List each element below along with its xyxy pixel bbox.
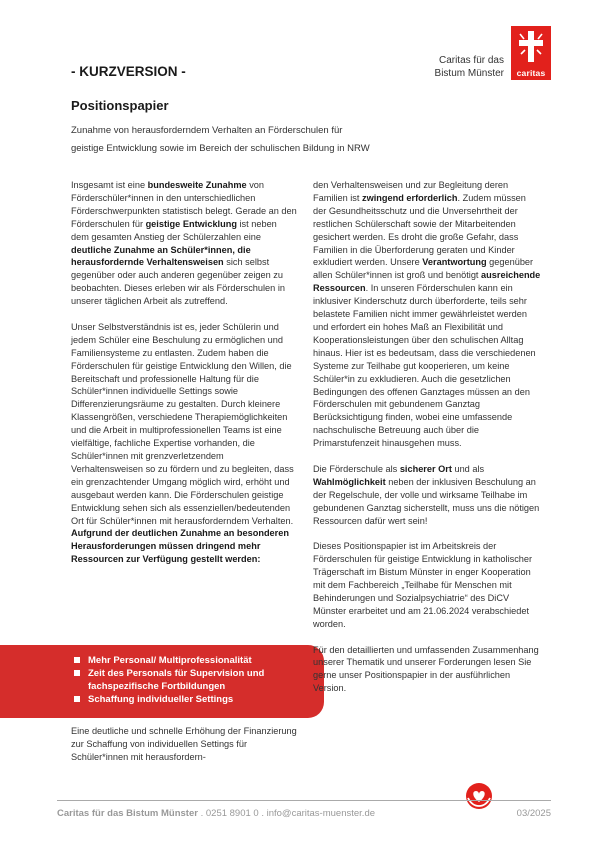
org-name-line2: Bistum Münster — [434, 68, 504, 79]
document-subtitle — [71, 122, 370, 158]
caritas-cross-icon — [517, 30, 545, 64]
footer-contact — [57, 808, 375, 819]
footer-contact-info[interactable]: . 0251 8901 0 . info@caritas-muenster.de — [197, 808, 376, 819]
logo-word: caritas — [516, 68, 546, 78]
left-column — [71, 179, 297, 579]
document-title: Positionspapier — [71, 98, 169, 113]
right-paragraph-3: Dieses Positionspapier ist im Arbeitskreis der Förderschulen für geistige Entwicklung in katholischer Trägerschaft im Bistum Münster in enger Kooperation mit dem Fachbereich „Teilhabe für Menschen mit Behinderungen und Sozialpsychiatrie“ des DiCV Münster erarbeitet und am 21.06.2024 verabschiedet worden. — [313, 541, 533, 629]
footer-org: Caritas für das Bistum Münster — [57, 808, 198, 819]
right-paragraph-1: den Verhaltensweisen und zur Begleitung deren Familien ist zwingend erforderlich. Zudem müssen der Gesundheitsschutz und die Unversehrtheit der restlichen Schülerschaft sowie der Mitarbeitenden gesichert werden. Es droht die große Gefahr, dass Familien in die Überforderung geraten und Kinder exkludiert werden. Unsere Verantwortung gegenüber allen Schüler*innen ist groß und benötigt ausreichende Ressourcen. In unseren Förderschulen kann ein inklusiver Kinderschutz durch überforderte, teils sehr belastete Familien nicht immer gewährleistet werden und erfordert ein hohes Maß an Flexibilität und Kooperationsleistungen über den schulischen Alltag hinaus. Hier ist es bedeutsam, dass die verschiedenen Systeme zur Teilhabe gut kooperieren, um keine Schüler*in zu exkludieren. Auch die gesetzlichen Bedingungen des offenen Ganztages müssen an den Förderschulen mit gebundenem Ganztag Berücksichtigung finden, wobei eine umfassende nachschulische Betreuung auch über die Primarstufenzeit hinausgehen muss. — [313, 180, 541, 449]
footer-divider — [57, 800, 551, 801]
subtitle-line2: geistige Entwicklung sowie im Bereich der schulischen Bildung in NRW — [71, 143, 370, 154]
footer-date: 03/2025 — [516, 808, 551, 819]
left-paragraph-2: Unser Selbstverständnis ist es, jeder Schülerin und jedem Schüler eine Beschulung zu ermöglichen und Familiensysteme zu entlasten. Zudem haben die Förderschulen für geistige Entwicklung den Willen, die Bereitschaft und professionelle Haltung für die Schüler*innen individuelle Settings sowie Differenzierungsräume zu gestalten. Durch kleinere Klassengrößen, verschiedene Therapiemöglichkeiten und die Arbeit in multiprofessionellen Teams ist eine vielfältige, fachliche Expertise vorhanden, die Schüler*innen mit grenzverletzendem Verhaltensweisen so zu fördern und zu begleiten, dass ein grenzachtender Umgang möglich wird, erhöht und ausgebaut werden kann. Die Förderschulen geistige Entwicklung sehen sich als essenziellen/bedeutenden Ort für Schüler*innen mit herausforderndem Verhalten. Aufgrund der deutlichen Zunahme an besonderen Herausforderungen müssen dringend mehr Ressourcen zur Verfügung gestellt werden: — [71, 321, 294, 565]
kurzversion-label: - KURZVERSION - — [71, 64, 186, 79]
left-paragraph-1: Insgesamt ist eine bundesweite Zunahme von Förderschüler*innen in den unterschiedlichen Förderschwerpunkten statistisch belegt. Gerade an den Förderschulen für geistige Entwicklung ist neben dem gesamten Anstieg der Schülerzahlen eine deutliche Zunahme an Schüler*innen, die herausfordernde Verhaltensweisen sich selbst gegenüber oder auch anderen gegenüber zeigen zu beobachten. Dieses erleben wir als Förderschulen in unserer täglichen Arbeit als zutreffend. — [71, 180, 297, 307]
square-bullet-icon — [74, 670, 80, 676]
org-name — [435, 54, 504, 80]
demand-item: Schaffung individueller Settings — [74, 693, 324, 706]
demands-list — [74, 654, 324, 706]
heart-hands-icon — [459, 782, 499, 812]
left-paragraph-3: Eine deutliche und schnelle Erhöhung der Finanzierung zur Schaffung von individuellen Settings für Schüler*innen mit herausfordern- — [71, 726, 297, 762]
left-column-continued — [71, 725, 297, 777]
caritas-logo — [511, 26, 551, 80]
org-name-line1: Caritas für das — [438, 55, 504, 66]
subtitle-line1: Zunahme von herausforderndem Verhalten an Förderschulen für — [71, 125, 343, 136]
demand-item: Zeit des Personals für Supervision und fachspezifische Fortbildungen — [74, 667, 324, 693]
right-paragraph-4: Für den detaillierten und umfassenden Zusammenhang unserer Thematik und unserer Forderungen lesen Sie gerne unser Positionspapier in der ausführlichen Version. — [313, 644, 539, 694]
demand-item: Mehr Personal/ Multiprofessionalität — [74, 654, 324, 667]
square-bullet-icon — [74, 696, 80, 702]
right-paragraph-2: Die Förderschule als sicherer Ort und als Wahlmöglichkeit neben der inklusiven Beschulung an der Regelschule, der volle und wirksame Teilhabe im gebundenen Ganztag sicherstellt, muss uns die nötigen Ressourcen dafür wert sein! — [313, 463, 540, 526]
square-bullet-icon — [74, 657, 80, 663]
demands-band — [0, 645, 324, 718]
right-column — [313, 179, 541, 708]
